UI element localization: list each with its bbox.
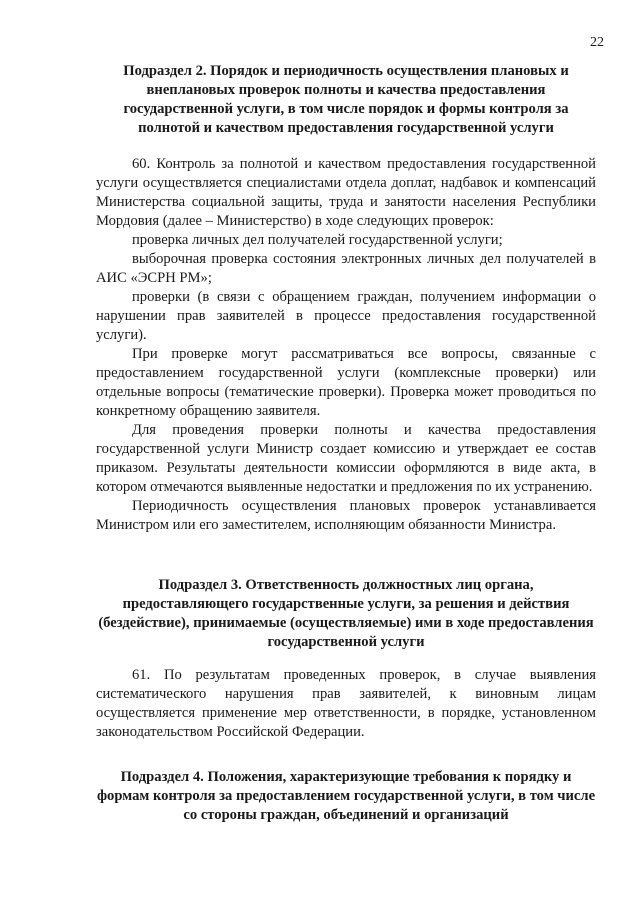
section-heading-3: Подраздел 3. Ответственность должностных лиц органа, предоставляющего государственные услуги, за решения и действия (бездействие), принимаемые (осуществляемые) ими в ходе предоставления государственной услуги [98, 577, 594, 650]
paragraph-61: 61. По результатам проведенных проверок, в случае выявления систематического нарушения прав заявителей, к виновным лицам осуществляется применение мер ответственности, в порядке, установленном законодательством Российской Федерации. [96, 667, 596, 740]
section-body-3 [96, 666, 596, 742]
list-item: проверки (в связи с обращением граждан, получением информации о нарушении прав заявителей в процессе предоставления государственной услуги). [96, 289, 596, 343]
section-heading-2: Подраздел 2. Порядок и периодичность осуществления плановых и внеплановых проверок полноты и качества предоставления государственной услуги, в том числе порядок и формы контроля за полнотой и качеством предоставления государственной услуги [123, 63, 569, 136]
page-number: 22 [590, 35, 604, 50]
paragraph: При проверке могут рассматриваться все вопросы, связанные с предоставлением государственной услуги (комплексные проверки) или отдельные вопросы (тематические проверки). Проверка может проводиться по конкретному обращению заявителя. [96, 346, 596, 419]
list-item: проверка личных дел получателей государственной услуги; [132, 232, 503, 248]
paragraph-60: 60. Контроль за полнотой и качеством предоставления государственной услуги осуществляется специалистами отдела доплат, надбавок и компенсаций Министерства социальной защиты, труда и занятости населения Республики Мордовия (далее – Министерство) в ходе следующих проверок: [96, 156, 596, 229]
section-heading-4: Подраздел 4. Положения, характеризующие требования к порядку и формам контроля за предоставлением государственной услуги, в том числе со стороны граждан, объединений и организаций [96, 769, 596, 823]
list-item: выборочная проверка состояния электронных личных дел получателей в АИС «ЭСРН РМ»; [96, 251, 596, 286]
section-body-2 [96, 155, 596, 535]
paragraph: Периодичность осуществления плановых проверок устанавливается Министром или его заместителем, исполняющим обязанности Министра. [96, 498, 596, 533]
paragraph: Для проведения проверки полноты и качества предоставления государственной услуги Министр создает комиссию и утверждает ее состав приказом. Результаты деятельности комиссии оформляются в виде акта, в котором отмечаются выявленные недостатки и предложения по их устранению. [96, 422, 596, 495]
